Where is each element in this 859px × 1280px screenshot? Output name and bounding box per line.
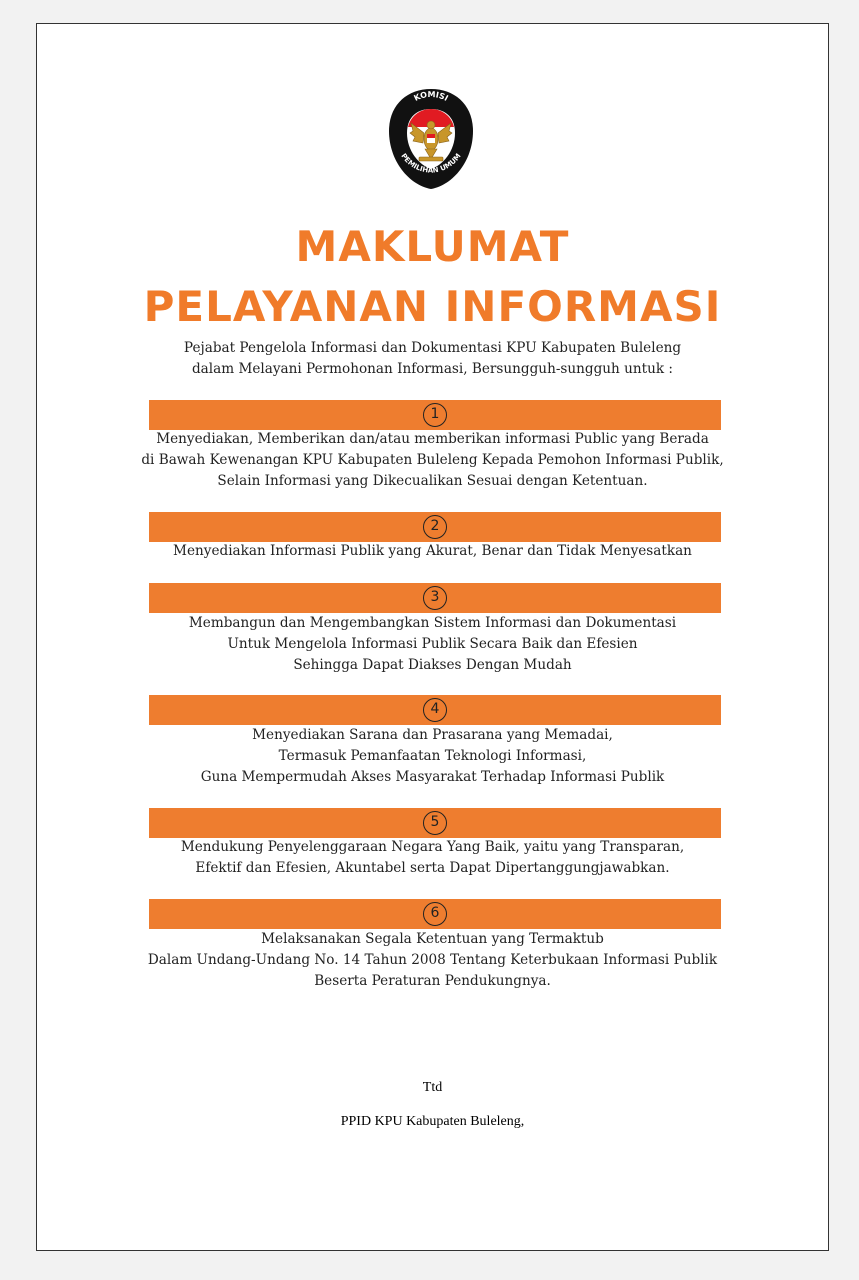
item-5-text [37, 837, 828, 879]
item-line: Menyediakan Sarana dan Prasarana yang Memadai, [252, 727, 613, 743]
item-line: Termasuk Pemanfaatan Teknologi Informasi, [278, 748, 587, 764]
logo-bottom-text: PEMILIHAN UMUM [399, 152, 463, 175]
intro-text [37, 338, 828, 380]
signature-ttd: Ttd [422, 1080, 443, 1095]
item-1-bar [149, 400, 721, 430]
item-number-badge: 3 [423, 586, 447, 610]
title-line-1: MAKLUMAT [295, 222, 570, 271]
item-number-badge: 6 [423, 902, 447, 926]
item-6-text [37, 929, 828, 992]
item-line: Dalam Undang-Undang No. 14 Tahun 2008 Tentang Keterbukaan Informasi Publik [147, 952, 718, 968]
item-4-text [37, 725, 828, 788]
item-line: Menyediakan Informasi Publik yang Akurat, Benar dan Tidak Menyesatkan [173, 543, 692, 559]
item-number-badge: 1 [423, 403, 447, 427]
item-line: Untuk Mengelola Informasi Publik Secara Baik dan Efesien [227, 636, 638, 652]
item-line: Menyediakan, Memberikan dan/atau memberikan informasi Public yang Berada [156, 431, 709, 447]
item-2-text [37, 541, 828, 562]
kpu-logo [385, 87, 477, 191]
item-6-bar [149, 899, 721, 929]
item-line: Selain Informasi yang Dikecualikan Sesuai dengan Ketentuan. [217, 473, 648, 489]
item-line: Guna Mempermudah Akses Masyarakat Terhadap Informasi Publik [200, 769, 665, 785]
intro-line: Pejabat Pengelola Informasi dan Dokumentasi KPU Kabupaten Buleleng [183, 340, 682, 356]
item-3-text [37, 613, 828, 676]
item-line: Efektif dan Efesien, Akuntabel serta Dapat Dipertanggungjawabkan. [195, 860, 670, 876]
document-page [36, 23, 829, 1251]
item-1-text [37, 429, 828, 492]
item-3-bar [149, 583, 721, 613]
item-line: di Bawah Kewenangan KPU Kabupaten Buleleng Kepada Pemohon Informasi Publik, [141, 452, 724, 468]
item-2-bar [149, 512, 721, 542]
intro-line: dalam Melayani Permohonan Informasi, Bersungguh-sungguh untuk : [191, 361, 674, 377]
signature-name: PPID KPU Kabupaten Buleleng, [340, 1114, 525, 1129]
title-line-2: PELAYANAN INFORMASI [143, 282, 722, 331]
item-line: Melaksanakan Segala Ketentuan yang Termaktub [261, 931, 604, 947]
item-5-bar [149, 808, 721, 838]
logo-top-text: KOMISI [412, 89, 450, 103]
item-number-badge: 5 [423, 811, 447, 835]
item-line: Membangun dan Mengembangkan Sistem Informasi dan Dokumentasi [188, 615, 677, 631]
item-4-bar [149, 695, 721, 725]
item-number-badge: 4 [423, 698, 447, 722]
item-line: Mendukung Penyelenggaraan Negara Yang Baik, yaitu yang Transparan, [180, 839, 685, 855]
item-number-badge: 2 [423, 515, 447, 539]
item-line: Beserta Peraturan Pendukungnya. [314, 973, 551, 989]
item-line: Sehingga Dapat Diakses Dengan Mudah [293, 657, 572, 673]
